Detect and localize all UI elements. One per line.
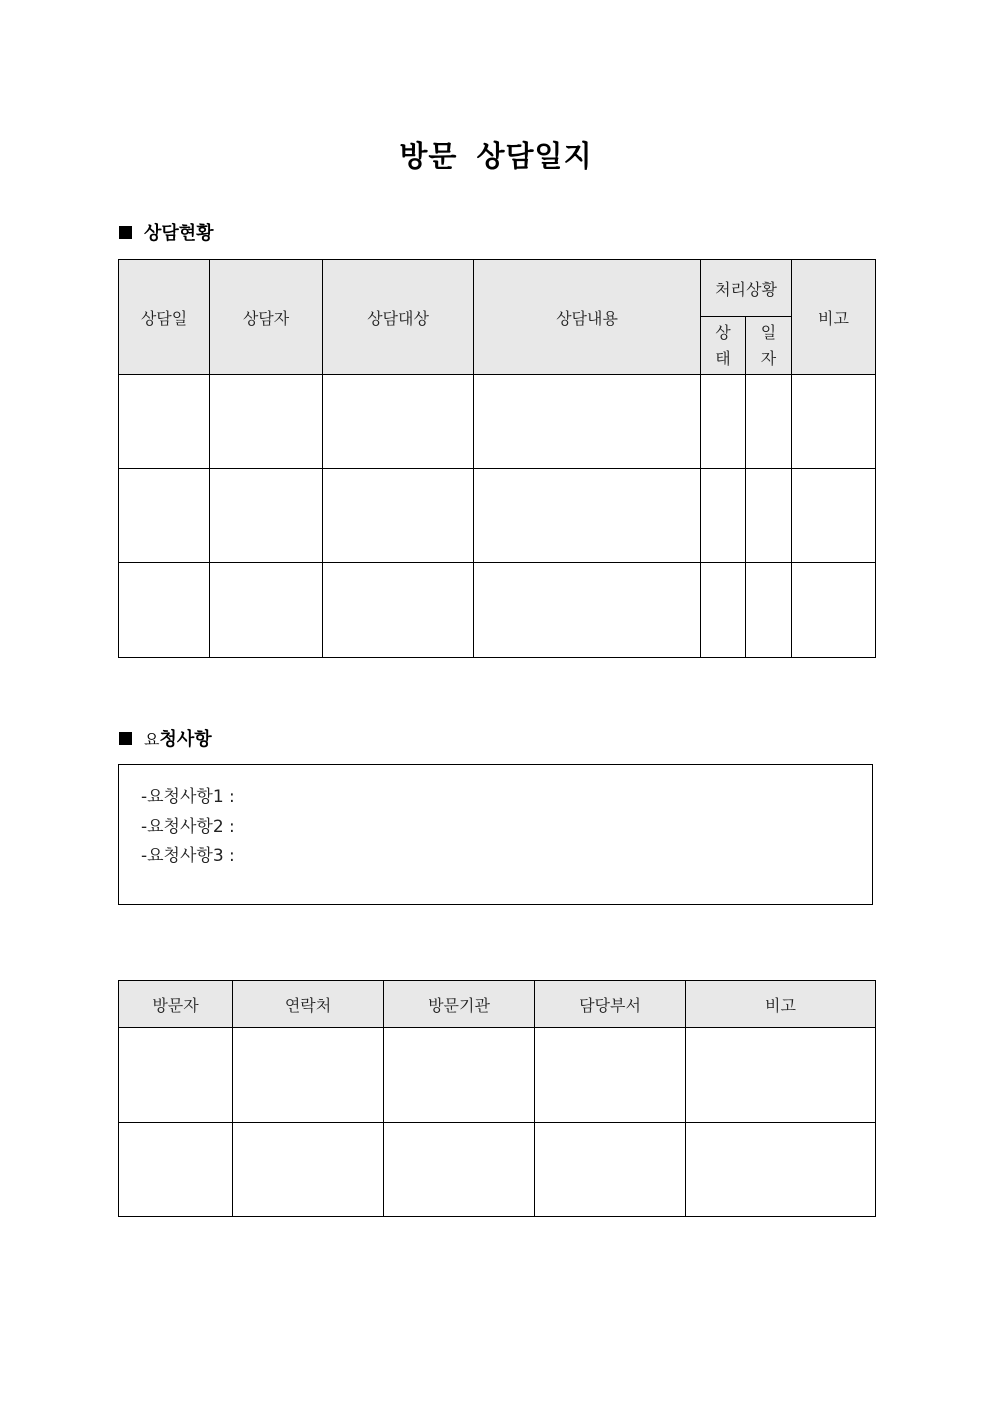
- header-note: 비고: [792, 260, 876, 375]
- header-consult-target: 상담대상: [323, 260, 474, 375]
- consultation-table: [118, 259, 876, 658]
- table-cell[interactable]: [323, 469, 474, 563]
- header-visitor: 방문자: [119, 981, 233, 1028]
- header-department: 담당부서: [535, 981, 686, 1028]
- square-bullet-icon: [119, 226, 132, 239]
- table-cell[interactable]: [323, 375, 474, 469]
- header-contact: 연락처: [233, 981, 384, 1028]
- header-status-char2: 태: [715, 348, 731, 368]
- table-cell[interactable]: [701, 375, 746, 469]
- header-day-char1: 일: [760, 322, 777, 342]
- section-heading-requests: [119, 728, 212, 752]
- table-cell[interactable]: [474, 375, 701, 469]
- table-cell[interactable]: [210, 469, 323, 563]
- table-cell[interactable]: [384, 1028, 535, 1123]
- header-consult-date: 상담일: [119, 260, 210, 375]
- request-item-2: -요청사항2 :: [141, 816, 235, 837]
- header-note: 비고: [686, 981, 876, 1028]
- table-cell[interactable]: [701, 563, 746, 658]
- table-row: [119, 1123, 876, 1217]
- table-cell[interactable]: [323, 563, 474, 658]
- section-heading-consultation: [119, 222, 214, 246]
- table-cell[interactable]: [210, 375, 323, 469]
- table-cell[interactable]: [474, 563, 701, 658]
- table-cell[interactable]: [686, 1028, 876, 1123]
- table-cell[interactable]: [535, 1028, 686, 1123]
- header-day-char2: 자: [760, 348, 777, 368]
- page-title: 방문 상담일지: [399, 139, 593, 173]
- section-heading-label: 상담현황: [144, 223, 214, 244]
- header-day: [746, 317, 792, 375]
- table-cell[interactable]: [119, 375, 210, 469]
- table-cell[interactable]: [686, 1123, 876, 1217]
- request-item-3: -요청사항3 :: [141, 846, 235, 866]
- request-item-1: -요청사항1 :: [141, 787, 235, 807]
- table-cell[interactable]: [746, 469, 792, 563]
- table-cell[interactable]: [119, 1028, 233, 1123]
- table-cell[interactable]: [474, 469, 701, 563]
- header-visiting-org: 방문기관: [384, 981, 535, 1028]
- header-consult-content: 상담내용: [474, 260, 701, 375]
- table-cell[interactable]: [119, 563, 210, 658]
- table-cell[interactable]: [792, 469, 876, 563]
- section-heading-prefix: 요: [144, 730, 160, 749]
- table-cell[interactable]: [792, 375, 876, 469]
- table-cell[interactable]: [210, 563, 323, 658]
- table-cell[interactable]: [746, 563, 792, 658]
- table-row: [119, 563, 876, 658]
- table-cell[interactable]: [535, 1123, 686, 1217]
- header-counselor: 상담자: [210, 260, 323, 375]
- request-box[interactable]: [118, 764, 873, 905]
- square-bullet-icon: [119, 732, 132, 745]
- table-cell[interactable]: [233, 1123, 384, 1217]
- table-cell[interactable]: [792, 563, 876, 658]
- table-cell[interactable]: [119, 1123, 233, 1217]
- table-row: [119, 375, 876, 469]
- table-cell[interactable]: [701, 469, 746, 563]
- table-cell[interactable]: [119, 469, 210, 563]
- header-processing-status: 처리상황: [701, 260, 792, 317]
- table-cell[interactable]: [384, 1123, 535, 1217]
- section-heading-label: 청사항: [159, 729, 212, 750]
- table-cell[interactable]: [233, 1028, 384, 1123]
- table-row: [119, 469, 876, 563]
- header-status: [701, 317, 746, 375]
- table-row: [119, 1028, 876, 1123]
- visitor-table: [118, 980, 876, 1217]
- table-cell[interactable]: [746, 375, 792, 469]
- header-status-char1: 상: [715, 322, 731, 342]
